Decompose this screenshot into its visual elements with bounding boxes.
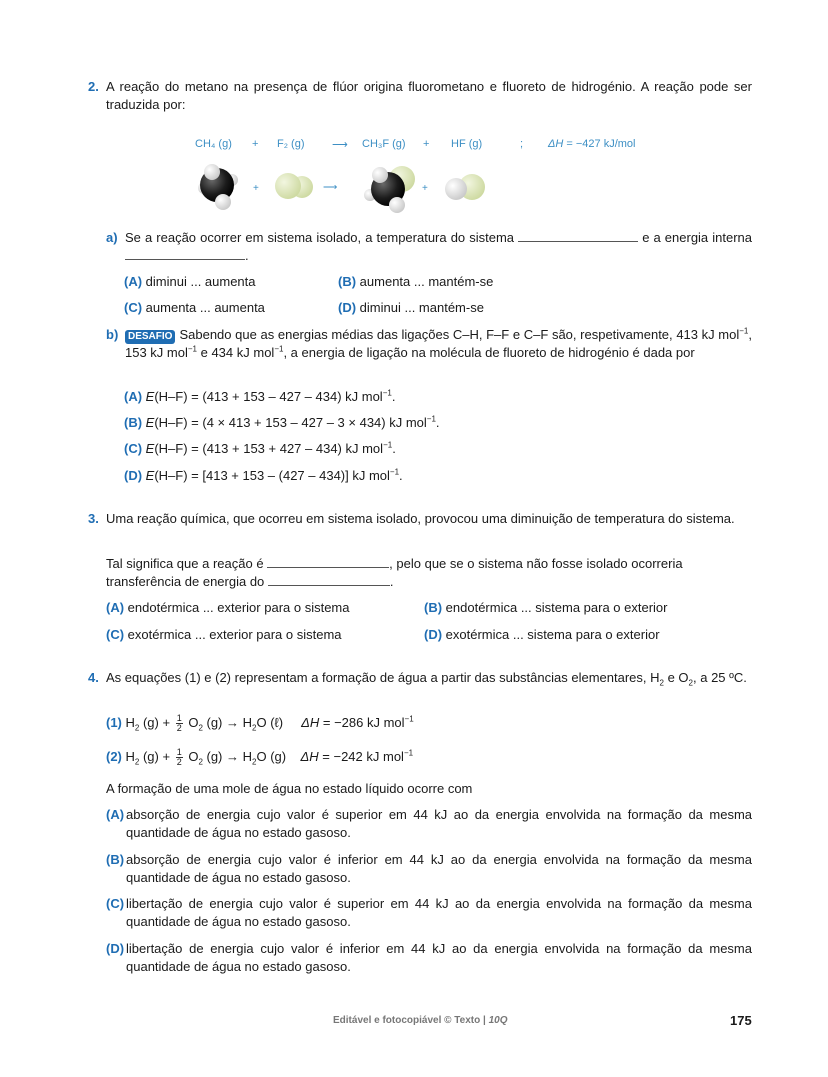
delta-h-value: = −427 kJ/mol xyxy=(566,138,636,150)
option-text: (H–F) = [413 + 153 – (427 – 434)] kJ mol xyxy=(154,468,390,483)
option-letter: (B) xyxy=(338,274,357,289)
option-text: aumenta ... mantém-se xyxy=(359,274,494,289)
text-part: Sabendo que as energias médias das ligações C–H, F–F e C–F são, respetivamente, xyxy=(179,327,673,342)
option-letter: (D) xyxy=(424,627,443,642)
option-letter: (A) xyxy=(124,274,143,289)
text-part: O (g) xyxy=(256,749,287,764)
subscript: 2 xyxy=(659,678,664,688)
exponent: −1 xyxy=(739,326,749,336)
equation-2 xyxy=(106,748,413,767)
option-text: diminui ... mantém-se xyxy=(359,300,484,315)
delta-h-label: ΔH xyxy=(548,138,564,150)
option-a[interactable] xyxy=(106,599,350,617)
text-part: . xyxy=(391,389,396,404)
reactant-f2: F₂ (g) xyxy=(277,138,305,150)
text-part: (g) → H xyxy=(202,749,253,764)
delta-h-value: = −242 kJ mol xyxy=(318,749,404,764)
hydrogen-fluoride-molecule xyxy=(445,174,485,200)
question-text xyxy=(106,669,752,687)
question-number: 2. xyxy=(88,79,99,94)
answer-blank[interactable] xyxy=(267,555,389,568)
exponent: −1 xyxy=(187,344,197,354)
subscript: 2 xyxy=(134,723,140,733)
question-4 xyxy=(88,669,752,687)
option-d[interactable] xyxy=(424,626,660,644)
text-part: transferência de energia do xyxy=(106,574,265,589)
energy-symbol: E xyxy=(145,415,155,430)
option-text: endotérmica ... sistema para o exterior xyxy=(445,600,668,615)
subquestion-label: b) xyxy=(106,327,119,342)
text-part: As equações (1) e (2) representam a formação de água a partir das substâncias elementares, H xyxy=(106,670,660,685)
option-letter: (B) xyxy=(124,415,143,430)
reaction-arrow: ⟶ xyxy=(323,182,338,193)
exponent: −1 xyxy=(403,748,414,758)
option-letter: (C) xyxy=(106,896,125,911)
plus-sign: + xyxy=(423,138,430,150)
option-c[interactable] xyxy=(106,895,752,931)
option-c[interactable] xyxy=(124,299,265,317)
desafio-badge: DESAFIO xyxy=(125,330,175,344)
option-text: exotérmica ... sistema para o exterior xyxy=(445,627,660,642)
option-c[interactable] xyxy=(124,440,396,458)
question-2 xyxy=(88,78,752,114)
text-part: . xyxy=(435,415,440,430)
reactant-ch4: CH₄ (g) xyxy=(195,138,232,150)
question-number: 4. xyxy=(88,670,99,685)
option-text: endotérmica ... exterior para o sistema xyxy=(127,600,350,615)
option-b[interactable] xyxy=(338,273,493,291)
question-3 xyxy=(88,510,752,528)
text-part: (g) + xyxy=(139,749,174,764)
statement-line xyxy=(106,555,752,573)
equation-label: (2) xyxy=(106,749,122,764)
subquestion-text xyxy=(125,326,752,362)
subquestion-text xyxy=(125,229,752,265)
subscript: 2 xyxy=(198,723,203,733)
footer-book: 10Q xyxy=(488,1015,508,1026)
question-4-prompt: A formação de uma mole de água no estado líquido ocorre com xyxy=(106,781,473,796)
text-part: O xyxy=(184,715,199,730)
exponent: −1 xyxy=(382,388,392,398)
option-text: absorção de energia cujo valor é inferior em 44 kJ ao da energia envolvida na formação da mesma quantidade de água no estado gasoso. xyxy=(126,852,752,885)
product-hf: HF (g) xyxy=(451,138,483,150)
question-text: A reação do metano na presença de flúor origina fluorometano e fluoreto de hidrogénio. A reação pode ser traduzida por: xyxy=(106,79,752,112)
text-part: , pelo que se o sistema não fosse isolado ocorreria xyxy=(389,556,683,571)
exponent: −1 xyxy=(426,414,436,424)
text-part: H xyxy=(125,715,135,730)
energy-symbol: E xyxy=(145,389,155,404)
text-part: . xyxy=(389,574,394,589)
plus-sign: + xyxy=(422,183,428,194)
option-a[interactable] xyxy=(124,273,256,291)
delta-h-value: = −286 kJ mol xyxy=(319,715,405,730)
question-3-statement xyxy=(106,555,752,591)
option-letter: (B) xyxy=(424,600,443,615)
text-part: (g) → H xyxy=(202,715,253,730)
question-text: Uma reação química, que ocorreu em sistema isolado, provocou uma diminuição de temperatura do sistema. xyxy=(106,511,735,526)
footer-credit xyxy=(333,1015,507,1026)
plus-sign: + xyxy=(253,183,259,194)
option-letter: (A) xyxy=(106,807,125,822)
option-a[interactable] xyxy=(124,388,395,406)
option-text: absorção de energia cujo valor é superior em 44 kJ ao da energia envolvida na formação da mesma quantidade de água no estado gasoso. xyxy=(126,807,752,840)
statement-line xyxy=(106,573,752,591)
text-part: , a energia de ligação na molécula de fluoreto de hidrogénio é dada por xyxy=(283,345,695,360)
option-text: diminui ... aumenta xyxy=(145,274,256,289)
option-letter: (A) xyxy=(124,389,143,404)
question-2b xyxy=(106,326,752,362)
energy-symbol: E xyxy=(145,468,155,483)
option-d[interactable] xyxy=(338,299,484,317)
option-text: libertação de energia cujo valor é inferior em 44 kJ ao da energia envolvida na formação da mesma quantidade de água no estado gasoso. xyxy=(126,941,752,974)
question-2a xyxy=(106,229,752,265)
footer-text: Editável e fotocopiável © Texto | xyxy=(333,1015,489,1026)
option-letter: (D) xyxy=(106,941,125,956)
option-d[interactable] xyxy=(106,940,752,976)
fraction-one-half xyxy=(176,714,183,733)
option-c[interactable] xyxy=(106,626,342,644)
numerator: 1 xyxy=(176,747,182,758)
text-part: , 153 kJ mol xyxy=(125,327,752,360)
subscript: 2 xyxy=(252,757,257,767)
fraction-one-half xyxy=(176,748,183,767)
text-part: e a energia interna xyxy=(642,230,752,245)
question-number: 3. xyxy=(88,511,99,526)
enthalpy-change xyxy=(548,138,635,150)
text-part: Tal significa que a reação é xyxy=(106,556,264,571)
numerator: 1 xyxy=(176,713,182,724)
text-part: e O xyxy=(663,670,689,685)
text-part: . xyxy=(399,468,403,483)
fluoromethane-molecule xyxy=(364,166,415,213)
denominator: 2 xyxy=(176,757,182,768)
text-part: e 434 kJ mol xyxy=(197,345,275,360)
molecule-models xyxy=(190,162,490,217)
text-part: 413 kJ mol xyxy=(676,327,740,342)
option-text: (H–F) = (4 × 413 + 153 – 427 – 3 × 434) kJ mol xyxy=(154,415,427,430)
text-part: . xyxy=(392,441,396,456)
option-letter: (D) xyxy=(338,300,357,315)
option-letter: (C) xyxy=(106,627,125,642)
fluorine-molecule xyxy=(275,173,313,199)
equation-1 xyxy=(106,714,414,733)
option-b[interactable] xyxy=(106,851,752,887)
option-text: exotérmica ... exterior para o sistema xyxy=(127,627,342,642)
text-part: Se a reação ocorrer em sistema isolado, a temperatura do sistema xyxy=(125,230,515,245)
option-letter: (D) xyxy=(124,468,143,483)
delta-h-label: ΔH xyxy=(301,715,320,730)
equation-label: (1) xyxy=(106,715,122,730)
text-part: , a 25 ºC. xyxy=(693,670,747,685)
plus-sign: + xyxy=(252,138,259,150)
reaction-arrow: ⟶ xyxy=(332,139,348,151)
text-part: H xyxy=(125,749,135,764)
answer-blank[interactable] xyxy=(268,573,390,586)
option-b[interactable] xyxy=(124,414,440,432)
methane-molecule xyxy=(198,164,238,210)
option-letter: (C) xyxy=(124,441,143,456)
exponent: −1 xyxy=(274,344,284,354)
answer-blank[interactable] xyxy=(125,247,245,260)
option-text: (H–F) = (413 + 153 – 427 – 434) kJ mol xyxy=(154,389,383,404)
option-text: libertação de energia cujo valor é superior em 44 kJ ao da energia envolvida na formação da mesma quantidade de água no estado gasoso. xyxy=(126,896,752,929)
delta-h-label: ΔH xyxy=(300,749,319,764)
option-a[interactable] xyxy=(106,806,752,842)
text-part: (g) + xyxy=(139,715,174,730)
exponent: −1 xyxy=(383,440,393,450)
subscript: 2 xyxy=(198,757,203,767)
option-text: aumenta ... aumenta xyxy=(145,300,265,315)
separator: ; xyxy=(520,138,524,150)
text-part: O xyxy=(184,749,199,764)
text-part: . xyxy=(245,248,249,263)
energy-symbol: E xyxy=(145,441,155,456)
option-letter: (A) xyxy=(106,600,125,615)
option-text: (H–F) = (413 + 153 + 427 – 434) kJ mol xyxy=(154,441,384,456)
answer-blank[interactable] xyxy=(518,229,638,242)
option-d[interactable] xyxy=(124,467,403,485)
denominator: 2 xyxy=(176,723,182,734)
subscript: 2 xyxy=(252,723,257,733)
exponent: −1 xyxy=(404,714,414,724)
exponent: −1 xyxy=(389,467,400,477)
subquestion-label: a) xyxy=(106,230,118,245)
product-ch3f: CH₃F (g) xyxy=(362,138,406,150)
option-letter: (C) xyxy=(124,300,143,315)
option-b[interactable] xyxy=(424,599,668,617)
text-part: O (ℓ) xyxy=(256,715,284,730)
option-letter: (B) xyxy=(106,852,125,867)
subscript: 2 xyxy=(688,678,693,688)
subscript: 2 xyxy=(134,757,140,767)
page-number: 175 xyxy=(730,1013,752,1028)
